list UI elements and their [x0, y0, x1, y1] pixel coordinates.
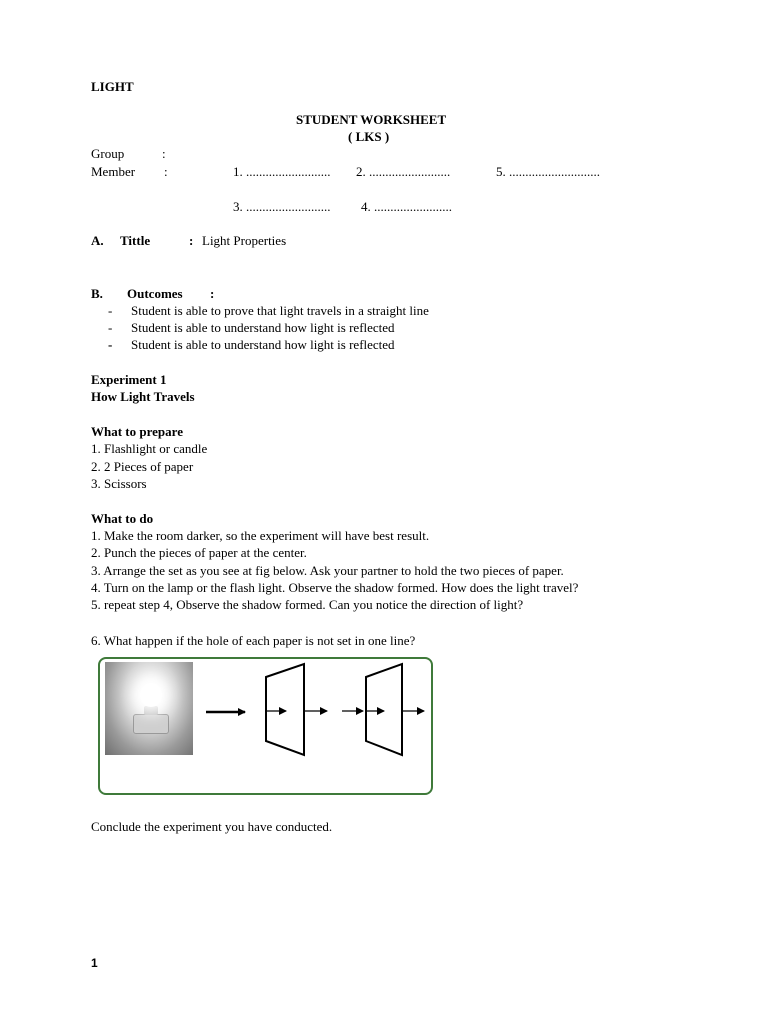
member-slot-2: 2. ......................... [356, 164, 451, 179]
do-step: 4. Turn on the lamp or the flash light. Observe the shadow formed. How does the light travel? [91, 580, 579, 595]
worksheet-subtitle: ( LKS ) [348, 129, 390, 144]
outcome-item: Student is able to prove that light travels in a straight line [131, 303, 429, 318]
section-a-letter: A. [91, 233, 104, 248]
section-a-colon: : [189, 233, 194, 248]
section-a-label: Tittle [120, 233, 151, 248]
member-slot-1: 1. .......................... [233, 164, 331, 179]
member-slot-3: 3. .......................... [233, 199, 331, 214]
section-b-letter: B. [91, 286, 103, 301]
conclusion-prompt: Conclude the experiment you have conducted. [91, 819, 333, 834]
experiment-figure [98, 657, 433, 795]
section-a-value: Light Properties [202, 233, 287, 248]
member-slot-5: 5. ............................ [496, 164, 600, 179]
outcome-item: Student is able to understand how light is reflected [131, 320, 395, 335]
outcome-bullet: - [108, 337, 113, 352]
prepare-item: 3. Scissors [91, 476, 147, 491]
subject-heading: LIGHT [91, 79, 134, 94]
paper-screen-1 [266, 664, 304, 755]
member-label: Member [91, 164, 136, 179]
prepare-item: 1. Flashlight or candle [91, 441, 208, 456]
paper-screen-2 [366, 664, 402, 755]
do-heading: What to do [91, 511, 154, 526]
do-step: 3. Arrange the set as you see at fig below. Ask your partner to hold the two pieces of paper. [91, 563, 564, 578]
light-path-diagram [100, 659, 431, 793]
member-colon: : [164, 164, 168, 179]
question-six: 6. What happen if the hole of each paper is not set in one line? [91, 633, 416, 648]
experiment-name: How Light Travels [91, 389, 195, 404]
outcome-bullet: - [108, 303, 113, 318]
prepare-heading: What to prepare [91, 424, 183, 439]
section-b-label: Outcomes [127, 286, 183, 301]
outcome-item: Student is able to understand how light is reflected [131, 337, 395, 352]
worksheet-title: STUDENT WORKSHEET [296, 112, 447, 127]
do-step: 1. Make the room darker, so the experiment will have best result. [91, 528, 430, 543]
page-number: 1 [91, 956, 98, 970]
outcome-bullet: - [108, 320, 113, 335]
do-step: 5. repeat step 4, Observe the shadow formed. Can you notice the direction of light? [91, 597, 524, 612]
experiment-heading: Experiment 1 [91, 372, 167, 387]
section-b-colon: : [210, 286, 215, 301]
prepare-item: 2. 2 Pieces of paper [91, 459, 194, 474]
group-colon: : [162, 146, 166, 161]
do-step: 2. Punch the pieces of paper at the center. [91, 545, 307, 560]
group-label: Group [91, 146, 125, 161]
member-slot-4: 4. ........................ [361, 199, 452, 214]
